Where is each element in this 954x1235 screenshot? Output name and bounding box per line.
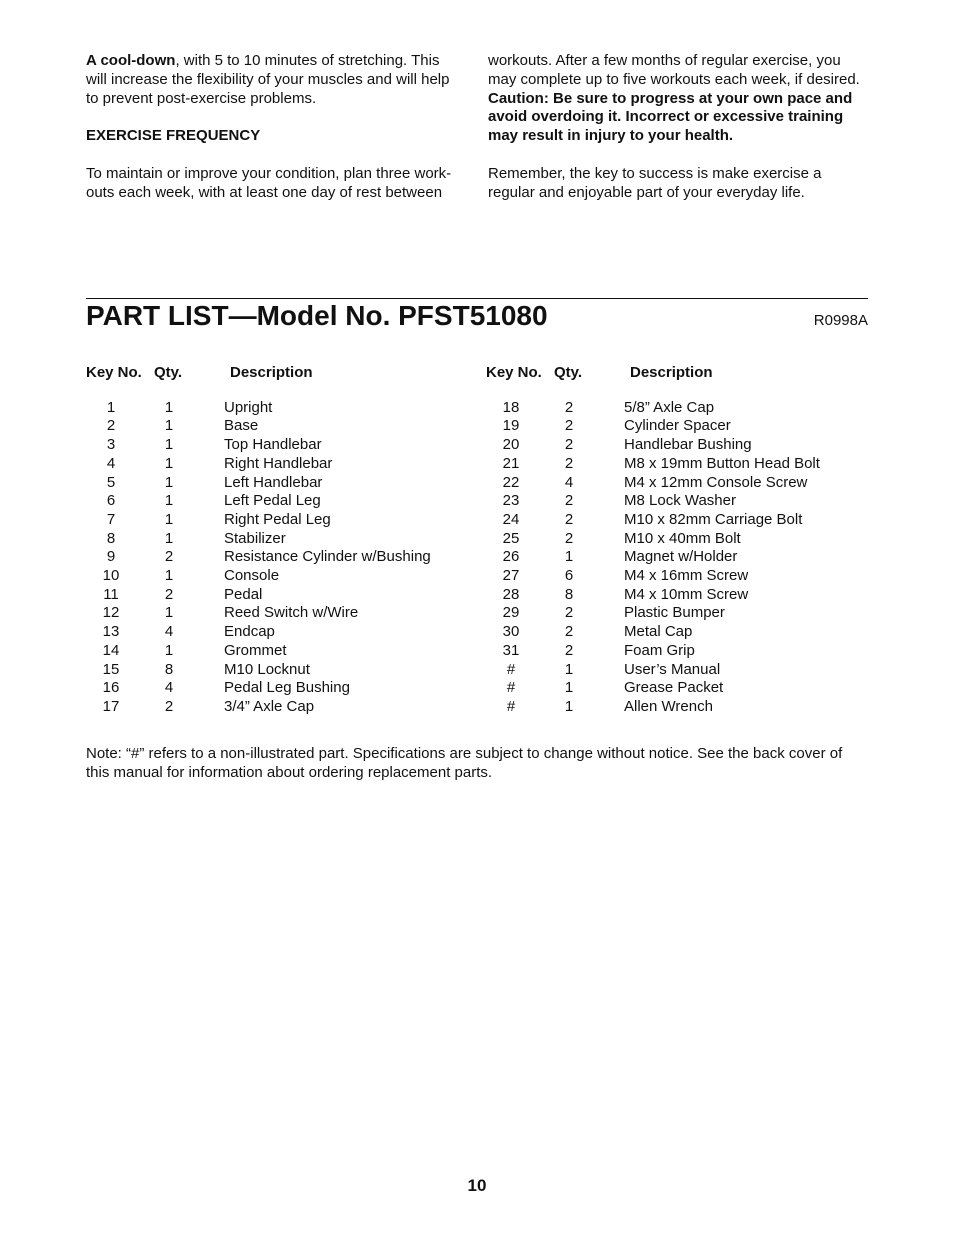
cooldown-text: , with 5 to 10 minutes of stretching. This will increase the flexibility of your muscles and will help to prevent post-exercise problems. [86,52,450,107]
part-key-no: 10 [102,567,120,585]
part-key-no: 9 [106,548,116,566]
part-key-no: 23 [502,492,520,510]
part-description: Plastic Bumper [624,604,725,622]
part-row [86,661,476,680]
part-description: Grease Packet [624,679,724,697]
part-description: Allen Wrench [624,697,713,715]
part-description: Pedal [224,585,263,603]
part-row [486,679,876,698]
part-description: Cylinder Spacer [624,417,731,435]
part-description: Pedal Leg Bushing [224,679,350,697]
part-qty: 8 [564,585,574,603]
part-qty: 2 [564,398,574,416]
part-key-no: 26 [502,548,520,566]
parts-header-row [86,364,476,383]
caution-text: Caution: Be sure to progress at your own pace and avoid overdoing it. Incorrect or excessive training may result in injury to your health. [488,89,853,145]
part-key-no: 14 [102,641,120,659]
part-description: Left Handlebar [224,473,323,491]
part-qty: 1 [164,604,174,622]
part-qty: 4 [564,473,574,491]
part-description: Console [224,567,280,585]
part-description: Top Handlebar [224,436,322,454]
part-key-no: 24 [502,510,520,528]
part-key-no: 29 [502,604,520,622]
part-row [486,399,876,418]
part-qty: 1 [164,492,174,510]
part-description: Resistance Cylinder w/Bushing [224,548,431,566]
part-description: Metal Cap [624,623,693,641]
part-key-no: 8 [106,529,116,547]
part-key-no: # [506,679,516,697]
part-description: 3/4” Axle Cap [224,697,315,715]
part-description: M10 Locknut [224,660,310,678]
part-row [86,586,476,605]
part-key-no: 5 [106,473,116,491]
part-row [486,604,876,623]
part-key-no: 11 [103,585,119,603]
part-row [86,417,476,436]
part-qty: 1 [164,641,174,659]
part-description: Left Pedal Leg [224,492,321,510]
part-qty: 2 [564,436,574,454]
part-key-no: 4 [106,454,116,472]
part-description: M10 x 40mm Bolt [624,529,741,547]
part-row [486,455,876,474]
part-row [486,567,876,586]
part-row [486,474,876,493]
part-qty: 1 [164,510,174,528]
frequency-paragraph: To maintain or improve your condition, plan three work-outs each week, with at least one day of rest between [86,164,452,201]
qty-header: Qty. [554,364,583,381]
part-key-no: 22 [502,473,520,491]
part-row [86,474,476,493]
part-key-no: 16 [102,679,120,697]
part-row [486,586,876,605]
part-qty: 2 [564,604,574,622]
part-qty: 1 [564,660,574,678]
part-description: Stabilizer [224,529,286,547]
part-key-no: 25 [502,529,520,547]
part-qty: 2 [564,454,574,472]
part-description: M10 x 82mm Carriage Bolt [624,510,803,528]
part-key-no: 6 [106,492,116,510]
part-row [486,511,876,530]
part-row [86,567,476,586]
part-key-no: # [506,660,516,678]
cooldown-term: A cool-down [86,52,176,69]
part-row [486,417,876,436]
part-row [86,399,476,418]
part-row [86,455,476,474]
part-qty: 2 [564,529,574,547]
part-key-no: 27 [502,567,520,585]
part-qty: 2 [164,548,174,566]
part-qty: 1 [564,697,574,715]
part-key-no: 21 [502,454,520,472]
part-qty: 2 [564,623,574,641]
part-key-no: 15 [102,660,120,678]
part-key-no: 3 [106,436,116,454]
part-list-code: R0998A [813,312,868,329]
frequency-continued-paragraph [488,52,866,146]
part-key-no: 1 [106,398,116,416]
part-key-no: 18 [502,398,520,416]
part-qty: 1 [164,436,174,454]
part-row [486,698,876,717]
part-row [86,548,476,567]
part-row [486,530,876,549]
cooldown-paragraph [86,52,464,108]
part-row [86,642,476,661]
parts-table-left [86,364,476,717]
part-key-no: 28 [502,585,520,603]
key-no-header: Key No. [486,364,542,381]
part-description: Upright [224,398,273,416]
part-qty: 1 [164,398,174,416]
description-header: Description [230,364,313,381]
part-qty: 2 [564,417,574,435]
parts-table-right [486,364,876,717]
closing-paragraph: Remember, the key to success is make exercise a regular and enjoyable part of your everyday life. [488,164,822,201]
part-row [86,530,476,549]
frequency-continued-text: workouts. After a few months of regular exercise, you may complete up to five workouts each week, if desired. [488,52,860,88]
part-key-no: 17 [102,697,120,715]
part-qty: 4 [164,679,174,697]
part-description: Base [224,417,259,435]
part-key-no: 30 [502,623,520,641]
page-title: PART LIST—Model No. PFST51080 [86,300,548,331]
part-description: Foam Grip [624,641,695,659]
part-description: Right Handlebar [224,454,333,472]
part-key-no: 12 [102,604,120,622]
part-qty: 1 [164,473,174,491]
part-row [86,679,476,698]
part-description: 5/8” Axle Cap [624,398,715,416]
part-description: M4 x 16mm Screw [624,567,749,585]
part-qty: 2 [564,492,574,510]
part-row [86,623,476,642]
part-row [486,436,876,455]
part-description: M4 x 10mm Screw [624,585,749,603]
part-row [486,492,876,511]
key-no-header: Key No. [86,364,142,381]
part-description: User’s Manual [624,660,721,678]
part-row [86,492,476,511]
part-qty: 1 [564,548,574,566]
page-number: 10 [467,1176,487,1195]
part-key-no: 7 [106,510,116,528]
part-description: M4 x 12mm Console Screw [624,473,808,491]
part-qty: 1 [164,417,174,435]
part-description: M8 Lock Washer [624,492,736,510]
part-row [86,698,476,717]
exercise-frequency-heading: EXERCISE FREQUENCY [86,127,261,145]
part-row [86,604,476,623]
intro-left-column [86,52,464,202]
part-qty: 2 [164,585,174,603]
part-key-no: 20 [502,436,520,454]
part-qty: 2 [564,510,574,528]
part-description: Endcap [224,623,275,641]
part-description: Reed Switch w/Wire [224,604,359,622]
part-row [486,661,876,680]
part-row [86,436,476,455]
part-description: M8 x 19mm Button Head Bolt [624,454,820,472]
part-qty: 8 [164,660,174,678]
part-qty: 1 [164,454,174,472]
part-row [486,623,876,642]
part-key-no: 2 [106,417,116,435]
parts-note: Note: “#” refers to a non-illustrated part. Specifications are subject to change without notice. See the back cover of this manual for information about ordering replacement parts. [86,745,843,781]
part-key-no: 13 [102,623,120,641]
part-qty: 6 [564,567,574,585]
description-header: Description [630,364,713,381]
part-description: Magnet w/Holder [624,548,738,566]
part-description: Right Pedal Leg [224,510,331,528]
part-qty: 1 [564,679,574,697]
part-qty: 1 [164,567,174,585]
part-qty: 4 [164,623,174,641]
part-description: Handlebar Bushing [624,436,752,454]
part-qty: 1 [164,529,174,547]
part-key-no: # [506,697,516,715]
part-key-no: 31 [502,641,520,659]
parts-header-row [486,364,876,383]
part-row [86,511,476,530]
part-qty: 2 [564,641,574,659]
part-key-no: 19 [502,417,520,435]
intro-right-column [488,52,866,202]
qty-header: Qty. [154,364,183,381]
part-qty: 2 [164,697,174,715]
part-row [486,642,876,661]
part-description: Grommet [224,641,287,659]
part-row [486,548,876,567]
